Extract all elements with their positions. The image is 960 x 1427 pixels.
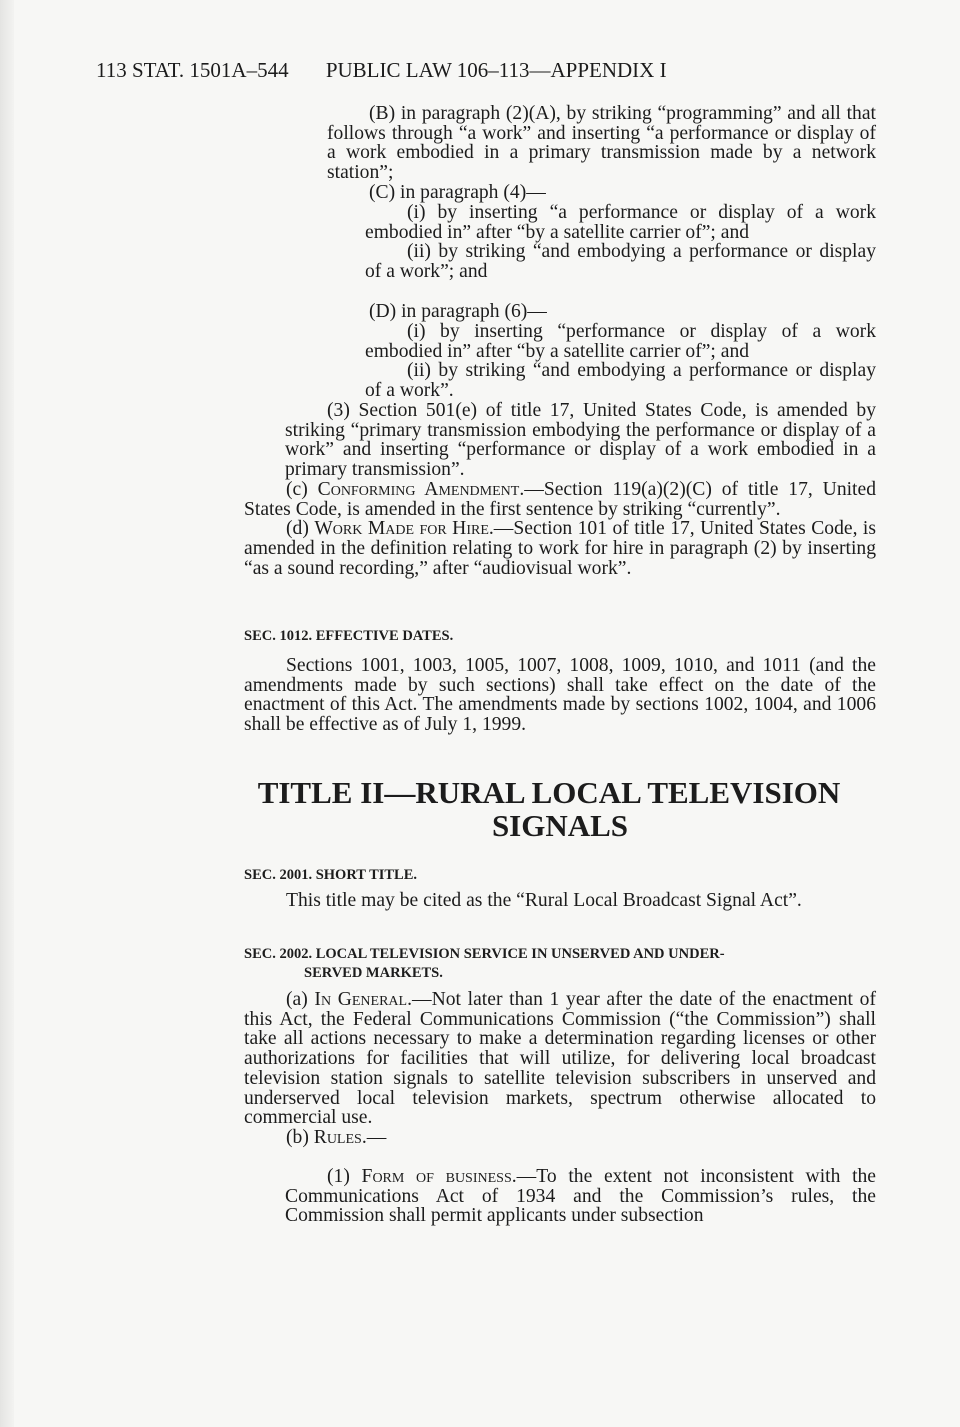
sec-2001-body: This title may be cited as the “Rural Local Broadcast Signal Act”.: [286, 890, 802, 911]
page-header: [96, 58, 896, 83]
sec-2002-subsection-b: [244, 1128, 876, 1148]
sec-2002-heading-line2: SERVED MARKETS.: [304, 965, 443, 981]
sec-2002-heading-line1: SEC. 2002. LOCAL TELEVISION SERVICE IN UNSERVED AND UNDER-: [244, 946, 725, 962]
subparagraph-d: (D) in paragraph (6)—: [369, 301, 547, 322]
sec-2002-b1-body: —To the extent not inconsistent with the Communications Act of 1934 and the Commission’s rules, the Commission shall permit applicants under subsection: [285, 1166, 877, 1227]
subparagraph-c: (C) in paragraph (4)—: [369, 181, 546, 203]
subsection-d-lead: (d): [286, 518, 315, 540]
sec-2002-b-body: —: [366, 1126, 387, 1148]
title-ii-heading: [244, 776, 876, 842]
sec-2002-subsection-a: [244, 990, 876, 1128]
sec-2002-a-lead: (a): [286, 989, 315, 1010]
sec-2002-b-heading: Rules.: [313, 1126, 367, 1148]
subsection-d-work-for-hire: [244, 519, 876, 578]
folio: 113 STAT. 1501A–544: [96, 58, 289, 82]
sec-2001-body-block: [244, 891, 876, 911]
subsection-c-lead: (c): [286, 479, 318, 500]
subsection-block: [244, 480, 876, 579]
clause-c-i: (i) by inserting “a performance or display of a work embodied in” after “by a satellite carrier of”; and: [365, 202, 876, 243]
subparagraph-block: [327, 104, 876, 203]
paragraph-3: (3) Section 501(e) of title 17, United States Code, is amended by striking “primary transmission embodying the performance or display of a work” and inserting “performance or display of a work embodied in a primary transmission”.: [285, 400, 876, 481]
title-ii-line1: TITLE II—RURAL LOCAL TELEVISION: [257, 775, 841, 810]
subparagraph-block-d: [327, 302, 876, 322]
paragraph-3-block: [285, 401, 876, 480]
sec-2002-heading: [244, 945, 876, 983]
subsection-d-heading: Work Made for Hire.: [314, 518, 494, 540]
sec-2002-b1-block: [285, 1167, 876, 1226]
sec-1012-heading: SEC. 1012. EFFECTIVE DATES.: [244, 628, 454, 644]
subsection-c-conforming: [244, 480, 876, 519]
sec-2002-b1-lead: (1): [327, 1166, 362, 1187]
clause-d-ii: (ii) by striking “and embodying a performance or display of a work”.: [365, 360, 876, 402]
title-ii-line2: SIGNALS: [491, 808, 629, 843]
clause-d-i: (i) by inserting “performance or display of a work embodied in” after “by a satellite carrier of”; and: [365, 321, 876, 362]
running-head: PUBLIC LAW 106–113—APPENDIX I: [325, 58, 667, 82]
subsection-d-body: —Section 101 of title 17, United States Code, is amended in the definition relating to work for hire in paragraph (2) by inserting “as a sound recording,” after “audiovisual work”.: [244, 518, 877, 579]
sec-1012-body-block: [244, 656, 876, 735]
sec-2001-heading: SEC. 2001. SHORT TITLE.: [244, 867, 418, 883]
page-edge-shadow: [0, 0, 14, 1427]
sec-1012-body: Sections 1001, 1003, 1005, 1007, 1008, 1009, 1010, and 1011 (and the amendments made by such sections) shall take effect on the date of the enactment of this Act. The amendments made by sections 1002, 1004, and 1006 shall be effective as of July 1, 1999.: [244, 655, 876, 736]
sec-2002-b1-heading: Form of business.: [361, 1166, 517, 1187]
sec-2002-b-lead: (b): [286, 1126, 314, 1148]
sec-2002-a-body: —Not later than 1 year after the date of the enactment of this Act, the Federal Communications Commission (“the Commission”) shall take all actions necessary to make a determination regarding licenses or other authorizations for facilities that will utilize, for delivering local broadcast television station signals to satellite television subscribers in unserved and underserved local television markets, spectrum otherwise allocated to commercial use.: [244, 989, 876, 1129]
clause-c-ii: (ii) by striking “and embodying a performance or display of a work”; and: [365, 241, 876, 283]
sec-2002-body-block: [244, 990, 876, 1148]
subsection-c-heading: Conforming Amendment.: [317, 479, 525, 500]
subsection-c-body: —Section 119(a)(2)(C) of title 17, United States Code, is amended in the first sentence by striking “currently”.: [244, 479, 876, 520]
subparagraph-b: (B) in paragraph (2)(A), by striking “programming” and all that follows through “a work” and inserting “a performance or display of a work embodied in a primary transmission made by a network station”;: [327, 103, 876, 184]
sec-2002-a-heading: In General.: [314, 989, 412, 1010]
clause-block-c: [365, 203, 876, 282]
sec-2002-paragraph-b1: [285, 1167, 876, 1226]
clause-block-d: [365, 322, 876, 401]
